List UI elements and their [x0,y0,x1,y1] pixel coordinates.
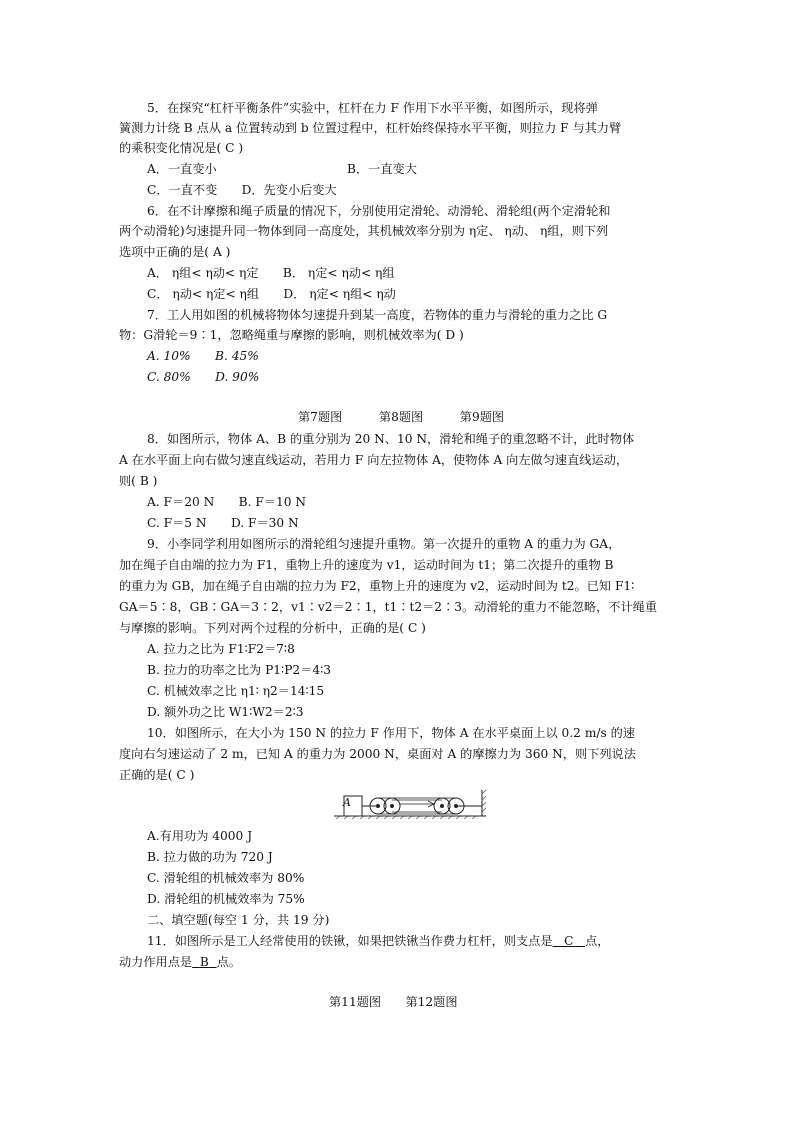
q8-option-ab: A. F＝20 N B. F＝10 N [147,495,307,509]
q5-option-b: B．一直变大 [347,162,417,176]
q11-blank-1 [553,934,586,948]
q8-line1: 8．如图所示，物体 A、B 的重分别为 20 N、10 N，滑轮和绳子的重忽略不计，此时物体 [147,432,635,446]
q8-line3: 则( B ) [119,474,158,488]
q5-line1: 5．在探究“杠杆平衡条件”实验中，杠杆在力 F 作用下水平平衡，如图所示，现将弹 [147,101,598,115]
q6-line2: 两个动滑轮)匀速提升同一物体到同一高度处，其机械效率分别为 η定、 η动、 η组，则下列 [119,224,609,238]
q7-line2: 物：G滑轮＝9∶1，忽略绳重与摩擦的影响，则机械效率为( D ) [119,328,464,342]
figure-captions-7-8-9: 第7题图 第8题图 第9题图 [298,410,505,424]
q11-line2-end: 点。 [216,955,241,969]
q10-line1: 10．如图所示，在大小为 150 N 的拉力 F 作用下，物体 A 在水平桌面上以 0.2 m/s 的速 [147,726,635,740]
q10-figure-label-a: A [343,796,351,809]
q11-line1-end: 点， [585,934,610,948]
q10-option-c: C. 滑轮组的机械效率为 80% [147,871,305,885]
q6-option-ab: A． η组< η动< η定 B． η定< η动< η组 [147,266,395,280]
q5-line3: 的乘积变化情况是( C ) [119,141,244,155]
q9-line4: GA＝5∶8，GB∶GA＝3∶2，v1∶v2＝2∶1，t1∶t2＝2∶3。动滑轮的重力不能忽略，不计绳重 [119,600,658,614]
q7-option-cd: C. 80% D. 90% [147,370,260,384]
q11-line2-text: 动力作用点是 [119,955,193,969]
figure-captions-11-12: 第11题图 第12题图 [329,995,458,1009]
q5-option-cd: C．一直不变 D．先变小后变大 [147,183,337,197]
q10-option-a: A.有用功为 4000 J [147,829,253,843]
q11-blank-2 [192,955,216,969]
q6-line3: 选项中正确的是( A ) [119,245,231,259]
q11-blank-1-answer: C [564,934,574,948]
q9-line2: 加在绳子自由端的拉力为 F1，重物上升的速度为 v1，运动时间为 t1；第二次提升的重物 B [119,558,614,572]
q9-option-a: A. 拉力之比为 F1∶F2＝7∶8 [147,642,295,656]
q6-line1: 6．在不计摩擦和绳子质量的情况下，分别使用定滑轮、动滑轮、滑轮组(两个定滑轮和 [147,204,611,218]
q9-option-b: B. 拉力的功率之比为 P1∶P2＝4∶3 [147,663,332,677]
q5-option-a: A．一直变小 [147,162,217,176]
q9-line1: 9．小李同学利用如图所示的滑轮组匀速提升重物。第一次提升的重物 A 的重力为 GA， [147,537,621,551]
q7-line1: 7．工人用如图的机械将物体匀速提升到某一高度，若物体的重力与滑轮的重力之比 G [147,308,608,322]
q6-option-cd: C． η动< η定< η组 D． η定< η组< η动 [147,287,396,301]
q10-line3: 正确的是( C ) [119,768,195,782]
section-title-fill-in: 二、填空题(每空 1 分，共 19 分) [147,913,330,927]
q9-line3: 的重力为 GB，加在绳子自由端的拉力为 F2，重物上升的速度为 v2，运动时间为 t2。已知 F1∶ [119,579,635,593]
q9-line5: 与摩擦的影响。下列对两个过程的分析中，正确的是( C ) [119,621,426,635]
q7-option-ab: A. 10% B. 45% [147,349,259,363]
q5-line2: 簧测力计绕 B 点从 a 位置转动到 b 位置过程中，杠杆始终保持水平平衡，则拉力 F 与其力臂 [119,121,622,135]
q8-line2: A 在水平面上向右做匀速直线运动，若用力 F 向左拉物体 A，使物体 A 向左做匀速直线运动， [119,453,629,467]
q11-line1 [147,931,609,951]
q10-option-d: D. 滑轮组的机械效率为 75% [147,892,305,906]
q11-line2 [119,952,241,972]
q11-line1-text: 11．如图所示是工人经常使用的铁锹，如果把铁锹当作费力杠杆，则支点是 [147,934,553,948]
q10-pulley-figure [330,786,490,820]
q10-option-b: B. 拉力做的功为 720 J [147,850,273,864]
q10-line2: 度向右匀速运动了 2 m，已知 A 的重力为 2000 N，桌面对 A 的摩擦力为 360 N，则下列说法 [119,747,636,761]
q9-option-d: D. 额外功之比 W1∶W2＝2∶3 [147,705,304,719]
q11-blank-2-answer: B [199,955,209,969]
q9-option-c: C. 机械效率之比 η1∶ η2＝14∶15 [147,684,325,698]
q8-option-cd: C. F＝5 N D. F＝30 N [147,516,299,530]
